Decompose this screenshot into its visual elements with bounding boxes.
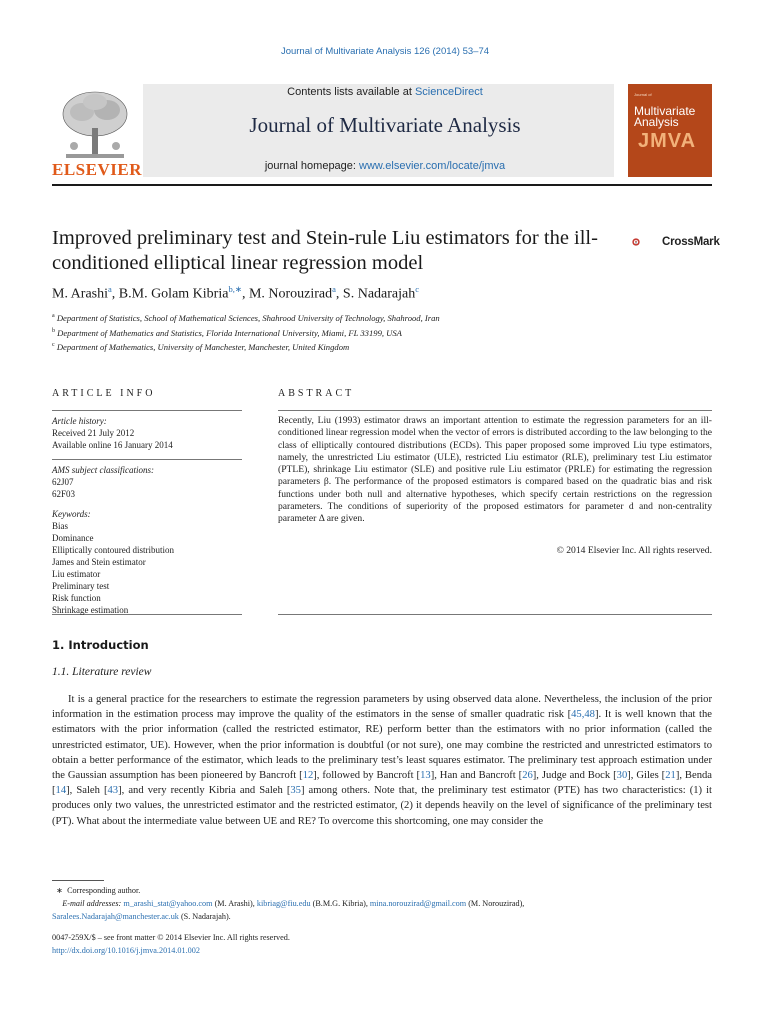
- email-link[interactable]: mina.norouzirad@gmail.com: [369, 899, 467, 908]
- email-line: [52, 897, 712, 910]
- crossmark-icon[interactable]: [632, 230, 660, 254]
- author-sup[interactable]: a: [108, 284, 112, 294]
- author-name: S. Nadarajah: [342, 286, 416, 302]
- article-title: Improved preliminary test and Stein-rule Liu estimators for the ill-conditioned elliptical linear regression model: [52, 227, 598, 274]
- abstract-heading: ABSTRACT: [278, 388, 355, 399]
- affiliation-sup: b: [52, 328, 55, 335]
- article-info-heading: ARTICLE INFO: [52, 388, 156, 399]
- email-link[interactable]: kibriag@fiu.edu: [256, 899, 311, 908]
- citation-link[interactable]: 35: [290, 785, 301, 797]
- cover-top: Journal of: [634, 92, 652, 97]
- affiliation-text: Department of Mathematics and Statistics, Florida International University, Miami, FL 33199, USA: [57, 328, 402, 338]
- affiliation-sup: c: [52, 342, 55, 349]
- citation-link[interactable]: 21: [665, 770, 676, 782]
- divider: [52, 459, 242, 460]
- keyword: Elliptically contoured distribution: [52, 545, 174, 555]
- cover-line2: Analysis: [634, 115, 679, 129]
- contents-prefix: Contents lists available at: [287, 86, 415, 98]
- doi-link[interactable]: http://dx.doi.org/10.1016/j.jmva.2014.01.002: [52, 946, 200, 955]
- footnote-rule: [52, 880, 104, 881]
- journal-cover[interactable]: [628, 84, 712, 177]
- footnote-marker: ∗: [56, 886, 63, 895]
- author-name: M. Norouzirad: [248, 286, 333, 302]
- homepage-link[interactable]: www.elsevier.com/locate/jmva: [359, 160, 506, 172]
- corresponding-author-note: [52, 884, 712, 897]
- text-run: ], Han and Bancroft [: [430, 770, 523, 782]
- text-run: ], Judge and Bock [: [532, 770, 617, 782]
- footnotes: [52, 884, 712, 923]
- header-rule: [52, 184, 712, 186]
- abstract-text: Recently, Liu (1993) estimator draws an important attention to estimate the regression parameters for an ill-conditioned linear regression model when the vector of errors is distributed according to the law belonging to the class of elliptically contoured distributions (ECDs). This paper proposed some improved Liu type estimators, namely, the unrestricted Liu estimator (ULE), restricted Liu estimator (RLE), preliminary test Liu estimator (PTLE), shrinkage Liu estimator (SLE) and positive rule Liu estimator (PRLE) for estimating the regression parameters β. The performance of the proposed estimators is compared based on the quadratic bias and risk functions under both null and alternative hypotheses, which specify certain restrictions on the regression parameters. The conditions of superiority of the proposed estimators for parameter d and non-centrality parameter Δ are given.: [278, 415, 712, 525]
- text-run: ], followed by Bancroft [: [313, 770, 421, 782]
- email-label: E-mail addresses:: [62, 899, 124, 908]
- keywords-block: [52, 508, 247, 616]
- citation-link[interactable]: 45,48: [571, 709, 595, 721]
- received-date: Received 21 July 2012: [52, 428, 135, 438]
- keyword: Liu estimator: [52, 569, 101, 579]
- keyword: Risk function: [52, 593, 101, 603]
- author-list: M. Arashi$^a$, B.M. Golam Kibria$^{b,∗}$, M. Norouzirad$^a$, S. Nadarajah$^c$: [52, 284, 420, 302]
- email-line: [52, 910, 712, 923]
- journal-title[interactable]: Journal of Multivariate Analysis: [249, 113, 521, 137]
- author-sup[interactable]: c: [415, 284, 420, 294]
- keyword: Dominance: [52, 533, 94, 543]
- ams-code: 62F03: [52, 489, 76, 499]
- affiliation-sup: a: [52, 313, 55, 320]
- citation-link[interactable]: 12: [302, 770, 314, 782]
- abstract-copyright: © 2014 Elsevier Inc. All rights reserved.: [556, 545, 712, 556]
- email-owner: (M. Arashi),: [212, 899, 257, 908]
- citation-link[interactable]: 13: [420, 770, 431, 782]
- affiliation-text: Department of Statistics, School of Mathematical Sciences, Shahrood University of Technology, Shahrood, Iran: [56, 313, 440, 323]
- crossmark-label[interactable]: CrossMark: [662, 236, 720, 248]
- citation-link[interactable]: 26: [522, 770, 533, 782]
- author-name: B.M. Golam Kibria: [118, 286, 229, 302]
- email-owner: (B.M.G. Kibria),: [310, 899, 370, 908]
- divider: [278, 410, 712, 411]
- citation-link[interactable]: 43: [107, 785, 119, 797]
- keyword: Shrinkage estimation: [52, 605, 129, 615]
- corresponding-text: Corresponding author.: [67, 886, 141, 895]
- divider: [52, 410, 242, 411]
- email-link[interactable]: Saralees.Nadarajah@manchester.ac.uk: [52, 912, 179, 921]
- text-run: ], Saleh [: [66, 785, 108, 797]
- sciencedirect-link[interactable]: ScienceDirect: [414, 86, 483, 98]
- front-matter-info: [52, 931, 290, 957]
- citation-link[interactable]: 30: [616, 770, 628, 782]
- issn-line: 0047-259X/$ – see front matter © 2014 Elsevier Inc. All rights reserved.: [52, 933, 290, 942]
- keyword: Bias: [52, 521, 69, 531]
- author-name: M. Arashi: [52, 286, 108, 302]
- section-heading: 1. Introduction: [52, 638, 149, 652]
- text-run: It is a general practice for the researchers to estimate the regression parameters by using observed data alone. Nevertheless, the inclusion of the prior information in the estimation process may improve the quality of the estimators in the sense of smaller quadratic risk [: [52, 694, 712, 721]
- intro-paragraph: [52, 692, 712, 829]
- homepage-prefix: journal homepage:: [264, 160, 360, 172]
- text-run: ]. It is well known that the estimators with the prior information (called the restricted estimator, RE) perform better than the estimators with no prior information (called the unrestricted estimator, UE). However, when the prior information is doubtful (or not sure), one may combine the restricted and unrestricted estimators to obtain a better performance of the estimator, which leads to the preliminary test’s least squares estimator. The preliminary test approach estimation under the Gaussian assumption has been pioneered by Bancroft [: [52, 709, 712, 782]
- cover-line1: Multivariate: [634, 104, 696, 118]
- affiliation: [52, 342, 349, 352]
- author-sup[interactable]: a: [332, 284, 336, 294]
- running-head[interactable]: Journal of Multivariate Analysis 126 (2014) 53–74: [280, 46, 490, 57]
- keyword: James and Stein estimator: [52, 557, 146, 567]
- text-run: ] among others. Note that, the preliminary test estimator (PTE) has two characteristics: (1) it produces only two values, the unrestricted estimator and the restricted estimator, (2) it depends heavily on the level of significance of the preliminary test (PT). What about the intermediate value between UE and RE? To overcome this shortcoming, one may consider the: [52, 785, 713, 827]
- affiliation-text: Department of Mathematics, University of Manchester, Manchester, United Kingdom: [56, 342, 350, 352]
- email-owner: (M. Norouzirad),: [466, 899, 525, 908]
- affiliation: [52, 328, 402, 338]
- keyword: Preliminary test: [52, 581, 110, 591]
- ams-code: 62J07: [52, 477, 74, 487]
- affiliation: [52, 313, 440, 323]
- subsection-heading: 1.1. Literature review: [52, 666, 152, 678]
- history-label: Article history:: [52, 416, 107, 426]
- cover-acronym: JMVA: [638, 130, 697, 152]
- email-link[interactable]: m_arashi_stat@yahoo.com: [123, 899, 213, 908]
- text-run: ], and very recently Kibria and Saleh [: [118, 785, 291, 797]
- text-run: ], Benda [: [52, 770, 712, 797]
- author-sup[interactable]: b,∗: [228, 284, 242, 294]
- citation-link[interactable]: 14: [55, 785, 67, 797]
- text-run: ], Giles [: [627, 770, 666, 782]
- ams-label: AMS subject classifications:: [52, 465, 154, 475]
- ams-classifications: [52, 464, 247, 500]
- divider: [278, 614, 712, 615]
- email-owner: (S. Nadarajah).: [178, 912, 231, 921]
- elsevier-wordmark: ELSEVIER: [52, 160, 142, 179]
- article-history: [52, 415, 247, 451]
- available-date: Available online 16 January 2014: [52, 440, 173, 450]
- keywords-label: Keywords:: [52, 509, 91, 519]
